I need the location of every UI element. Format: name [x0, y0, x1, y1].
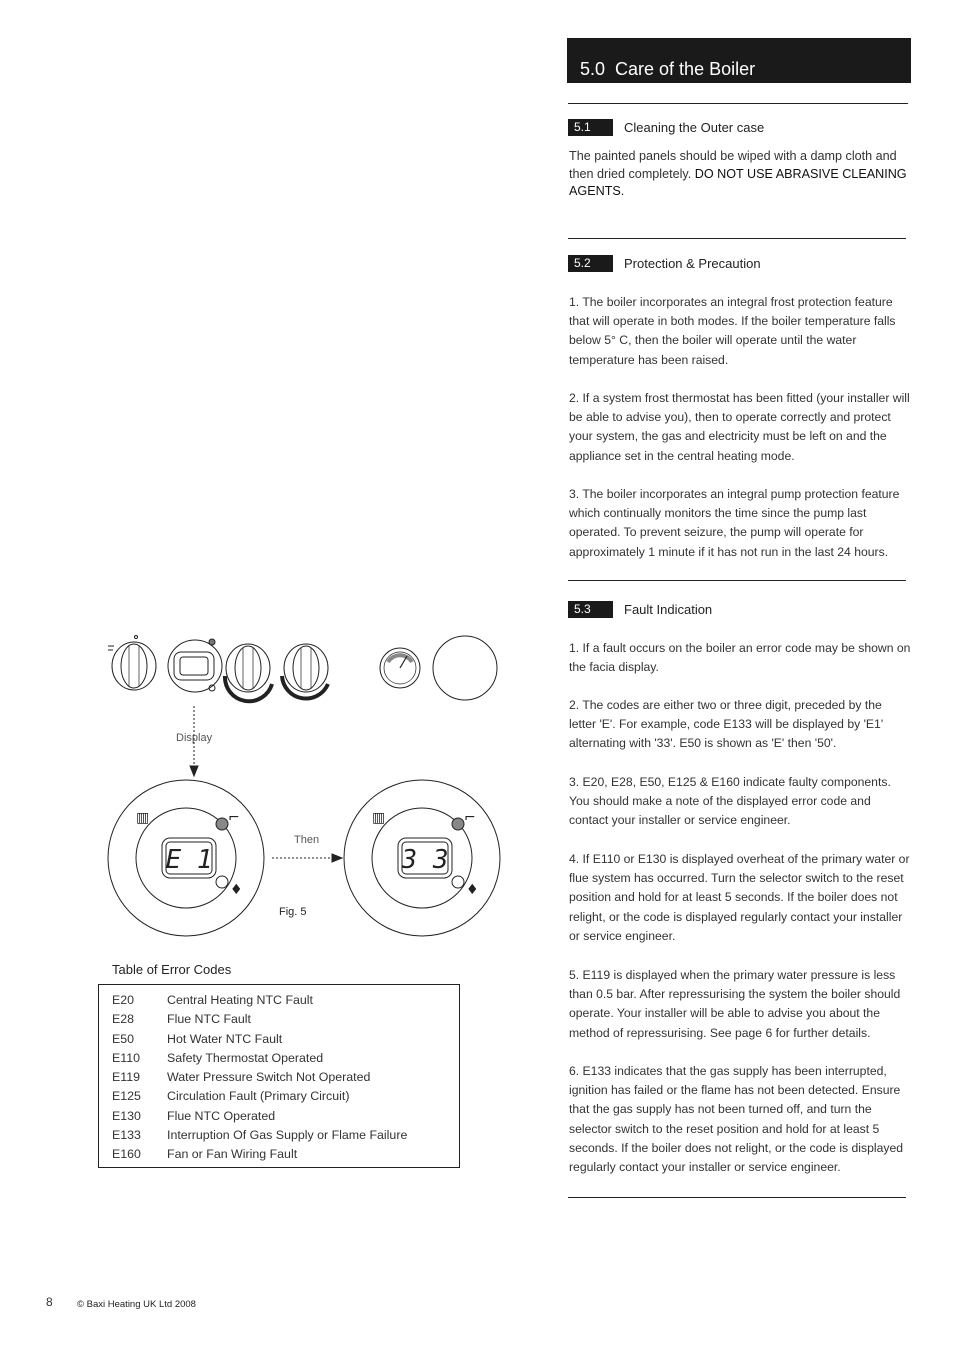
- table-title: Table of Error Codes: [112, 962, 232, 977]
- figure-caption: Fig. 5: [279, 906, 307, 918]
- warning-text: DO NOT USE ABRASIVE CLEANING AGENTS.: [569, 166, 907, 198]
- paragraph-text: The painted panels should be wiped with a damp cloth and then dried completely.: [569, 149, 897, 181]
- page-number: 8: [46, 1295, 53, 1309]
- divider: [568, 580, 906, 581]
- subsection-number: 5.2: [568, 255, 613, 272]
- subsection-number: 5.1: [568, 119, 613, 136]
- error-code: E125: [112, 1089, 141, 1104]
- error-description: Flue NTC Operated: [167, 1108, 276, 1123]
- error-code: E130: [112, 1108, 141, 1123]
- error-description: Interruption Of Gas Supply or Flame Failure: [167, 1128, 408, 1143]
- selector-knob-icon: [108, 636, 156, 691]
- table-row: [112, 1145, 459, 1164]
- table-row: [112, 1068, 459, 1087]
- error-code: E20: [112, 993, 135, 1007]
- tap-icon: ⌐: [228, 810, 240, 826]
- divider: [568, 238, 906, 239]
- paragraph: 3. The boiler incorporates an integral pump protection feature which continually monitors the time since the pump last operated. To prevent seizure, the pump will operate for approximately 1 minute if it has not run in the last 24 hours.: [569, 487, 900, 559]
- subsection-title: Cleaning the Outer case: [624, 120, 765, 135]
- divider: [568, 1197, 906, 1198]
- paragraph: 4. If E110 or E130 is displayed overheat of the primary water or flue system has occurred. Turn the selector switch to the reset position and hold for at least 5 seconds. If the boiler does not relight, or the code is displayed regularly contact your installer or service engineer.: [569, 852, 910, 943]
- paragraph: 1. If a fault occurs on the boiler an error code may be shown on the facia display.: [569, 641, 911, 675]
- central-heating-knob-icon: [225, 644, 272, 701]
- table-row: [112, 1087, 459, 1106]
- divider: [568, 103, 908, 104]
- error-description: Flue NTC Fault: [167, 1012, 251, 1027]
- error-description: Fan or Fan Wiring Fault: [167, 1147, 298, 1162]
- timer-blank-icon: [433, 636, 497, 700]
- flame-icon: ♦: [230, 882, 243, 898]
- error-description: Safety Thermostat Operated: [167, 1050, 324, 1065]
- paragraph: 2. The codes are either two or three digit, preceded by the letter 'E'. For example, code E133 will be displayed by 'E1' alternating with '33'. E50 is shown as 'E' then '50'.: [569, 698, 884, 751]
- table-row: [112, 1049, 459, 1068]
- error-code: E50: [112, 1031, 135, 1046]
- display-readout-33: 3 3: [401, 845, 449, 875]
- error-description: Water Pressure Switch Not Operated: [167, 1070, 371, 1085]
- section-header: [567, 38, 911, 83]
- table-row: [112, 1030, 459, 1049]
- table-row: [112, 991, 459, 1010]
- error-code: E133: [112, 1128, 141, 1143]
- error-description: Central Heating NTC Fault: [167, 993, 313, 1007]
- table-row: [112, 1126, 459, 1145]
- display-label: Display: [176, 732, 213, 744]
- radiator-icon: ▥: [372, 810, 386, 826]
- flame-icon: ♦: [466, 882, 479, 898]
- radiator-icon: ▥: [136, 810, 150, 826]
- error-code: E28: [112, 1012, 135, 1027]
- error-code: E160: [112, 1147, 141, 1162]
- section-number: 5.0: [580, 59, 606, 79]
- paragraph: 1. The boiler incorporates an integral frost protection feature that will operate in both modes. If the boiler temperature falls below 5° C, then the boiler will operate until the water temperature has been raised.: [569, 295, 896, 367]
- pressure-gauge-icon: [380, 648, 420, 688]
- then-label: Then: [294, 834, 320, 846]
- error-code: E119: [112, 1070, 141, 1085]
- paragraph: 2. If a system frost thermostat has been fitted (your installer will be able to advise you), then to operate correctly and protect your system, the gas and electricity must be left on and the appliance set in the central heating mode.: [569, 391, 910, 463]
- hot-water-knob-icon: [282, 644, 328, 699]
- error-code: E110: [112, 1050, 141, 1065]
- subsection-title: Fault Indication: [624, 602, 713, 617]
- paragraph: [569, 148, 911, 201]
- boiler-controls-figure: [100, 628, 510, 948]
- paragraph: 6. E133 indicates that the gas supply has been interrupted, ignition has failed or the flame has not been detected. Ensure that the gas supply has not been turned off, and turn the selector switch to the reset position and hold for at least 5 seconds. If the boiler does not relight, or the code is displayed regularly contact your installer or service engineer.: [569, 1064, 904, 1175]
- subsection-title: Protection & Precaution: [624, 256, 761, 271]
- facia-display-icon: [168, 639, 222, 692]
- display-readout-e1: E 1: [165, 845, 213, 875]
- paragraph: 5. E119 is displayed when the primary water pressure is less than 0.5 bar. After repressurising the system the boiler should operate. Your installer will be able to advise you about the method of repressurising. See page 6 for further details.: [569, 968, 901, 1040]
- section-title: Care of the Boiler: [615, 59, 756, 79]
- table-row: [112, 1107, 459, 1126]
- error-description: Hot Water NTC Fault: [167, 1031, 283, 1046]
- paragraph: 3. E20, E28, E50, E125 & E160 indicate faulty components. You should make a note of the displayed error code and contact your installer or service engineer.: [569, 775, 891, 828]
- error-description: Circulation Fault (Primary Circuit): [167, 1089, 350, 1104]
- tap-icon: ⌐: [464, 810, 476, 826]
- table-row: [112, 1010, 459, 1029]
- subsection-number: 5.3: [568, 601, 613, 618]
- copyright: © Baxi Heating UK Ltd 2008: [77, 1299, 196, 1310]
- error-codes-table: [98, 984, 460, 1168]
